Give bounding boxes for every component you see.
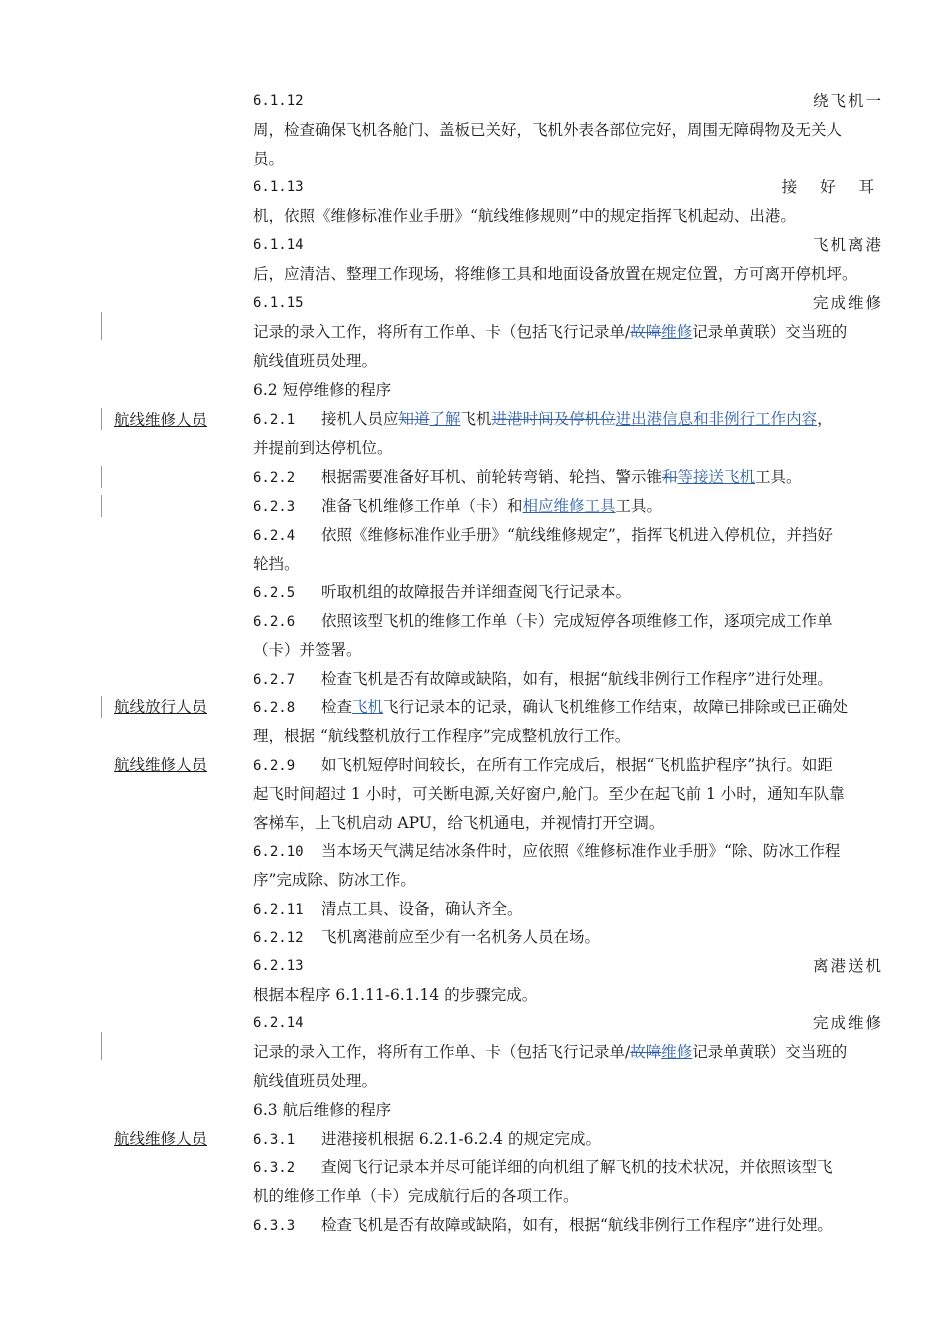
inserted-text: 等接送飞机 [677,468,756,486]
text-run: 记录单黄联）交当班的 [692,323,848,341]
clause-number: 6.1.14 [253,237,304,253]
text-line: 航线值班员处理。 [253,1072,378,1090]
clause-line [253,665,883,694]
clause-line [253,289,883,318]
clause-number: 6.3.1 [253,1132,296,1148]
clause-number: 6.2.8 [253,700,296,716]
text-run: 如飞机短停时间较长，在所有工作完成后，根据“飞机监护程序”执行。如距 [321,756,833,774]
text-run: 记录的录入工作，将所有工作单、卡（包括飞行记录单/ [253,1043,631,1061]
clause-number: 6.2.11 [253,902,304,918]
clause-line [253,173,883,202]
clause-number: 6.3.3 [253,1218,296,1234]
deleted-text: 知道 [398,410,430,428]
clause-number: 6.2.4 [253,528,296,544]
clause-line [253,952,883,981]
clause-number: 6.2.5 [253,585,296,601]
revision-bar [101,312,102,340]
text-line: 轮挡。 [253,555,300,573]
text-run: 记录的录入工作，将所有工作单、卡（包括飞行记录单/ [253,323,631,341]
clause-line [253,607,883,636]
text-line: 理，根据 “航线整机放行工作程序”完成整机放行工作。 [253,727,631,745]
text-run: 依照《维修标准作业手册》“航线维修规定”，指挥飞机进入停机位，并挡好 [321,526,833,544]
clause-number: 6.2.13 [253,958,304,974]
text-run: 工具。 [615,497,663,515]
text-run: 检查 [321,698,353,716]
deleted-text: 和 [662,468,678,486]
text-run: 记录单黄联）交当班的 [692,1043,848,1061]
clause-line [253,87,883,116]
inserted-text: 进出港信息和非例行工作内容 [615,410,818,428]
text-run: 准备飞机维修工作单（卡）和 [321,497,523,515]
deleted-text: 进港时间及停机位 [491,410,616,428]
text-line: 机，依照《维修标准作业手册》“航线维修规则”中的规定指挥飞机起动、出港。 [253,207,796,225]
text-line [253,1038,883,1067]
clause-number: 6.1.15 [253,295,304,311]
text-line [253,318,883,347]
revision-bar [101,1032,102,1060]
clause-line [253,492,883,521]
clause-number: 6.2.1 [253,412,296,428]
text-line: 机的维修工作单（卡）完成航行后的各项工作。 [253,1187,579,1205]
clause-text: 完成维修 [812,294,883,312]
clause-text: 飞机离港 [812,236,883,254]
clause-text: 绕飞机一 [812,92,883,110]
text-run: 检查飞机是否有故障或缺陷，如有，根据“航线非例行工作程序”进行处理。 [321,670,833,688]
clause-number: 6.2.2 [253,470,296,486]
text-run: 依照该型飞机的维修工作单（卡）完成短停各项维修工作，逐项完成工作单 [321,612,833,630]
clause-number: 6.3.2 [253,1160,296,1176]
inserted-text: 飞机 [352,698,384,716]
text-run: 根据需要准备好耳机、前轮转弯销、轮挡、警示锥 [321,468,663,486]
role-label: 航线维修人员 [114,1130,208,1148]
clause-number: 6.2.12 [253,930,304,946]
text-run: 接机人员应 [321,410,399,428]
clause-number: 6.2.9 [253,758,296,774]
text-line: 航线值班员处理。 [253,352,378,370]
text-run: 飞机 [460,410,492,428]
clause-line [253,895,883,924]
text-line: 根据本程序 6.1.11-6.1.14 的步骤完成。 [253,986,538,1004]
deleted-text: 故障 [630,1043,662,1061]
text-line: 并提前到达停机位。 [253,439,393,457]
revision-bar [101,696,102,718]
clause-line [253,1153,883,1182]
text-run: 清点工具、设备，确认齐全。 [321,900,523,918]
text-line: 员。 [253,150,285,168]
clause-text: 接 好 耳 [781,178,883,196]
clause-number: 6.1.12 [253,93,304,109]
text-line: 序”完成除、防冰工作。 [253,871,416,889]
revision-bar [101,495,102,517]
clause-line [253,1009,883,1038]
clause-line [253,693,883,722]
text-run: 听取机组的故障报告并详细查阅飞行记录本。 [321,583,632,601]
clause-line [253,751,883,780]
deleted-text: 故障 [630,323,662,341]
clause-number: 6.2.3 [253,499,296,515]
text-line: （卡）并签署。 [253,641,362,659]
text-line: 后，应清洁、整理工作现场，将维修工具和地面设备放置在规定位置，方可离开停机坪。 [253,265,858,283]
clause-number: 6.2.6 [253,614,296,630]
clause-line [253,231,883,260]
clause-line [253,578,883,607]
text-run: 当本场天气满足结冰条件时，应依照《维修标准作业手册》“除、防冰工作程 [321,842,841,860]
section-heading: 6.2 短停维修的程序 [253,381,392,399]
text-run: ， [817,410,833,428]
text-line: 周，检查确保飞机各舱门、盖板已关好，飞机外表各部位完好，周围无障碍物及无关人 [253,121,843,139]
section-heading: 6.3 航后维修的程序 [253,1101,392,1119]
role-label: 航线维修人员 [114,756,208,774]
clause-line [253,405,883,434]
clause-line [253,837,883,866]
text-run: 飞机离港前应至少有一名机务人员在场。 [321,928,601,946]
inserted-text: 了解 [429,410,461,428]
clause-number: 6.2.10 [253,844,304,860]
clause-line [253,1211,883,1240]
clause-line [253,463,883,492]
role-label: 航线放行人员 [114,698,208,716]
role-label: 航线维修人员 [114,411,208,429]
revision-bar [101,466,102,488]
inserted-text: 维修 [661,1043,693,1061]
revision-bar [101,408,102,430]
text-line: 起飞时间超过 1 小时，可关断电源,关好窗户,舱门。至少在起飞前 1 小时，通知车队靠 [253,785,845,803]
text-run: 查阅飞行记录本并尽可能详细的向机组了解飞机的技术状况，并依照该型飞 [321,1158,833,1176]
inserted-text: 相应维修工具 [522,497,616,515]
clause-number: 6.2.14 [253,1015,304,1031]
clause-text: 离港送机 [812,957,883,975]
text-line: 客梯车，上飞机启动 APU，给飞机通电，并视情打开空调。 [253,814,665,832]
text-run: 飞行记录本的记录，确认飞机维修工作结束，故障已排除或已正确处 [383,698,849,716]
clause-line [253,521,883,550]
text-run: 工具。 [755,468,802,486]
inserted-text: 维修 [661,323,693,341]
clause-line [253,1125,883,1154]
clause-line [253,923,883,952]
clause-number: 6.2.7 [253,672,296,688]
text-run: 检查飞机是否有故障或缺陷，如有，根据“航线非例行工作程序”进行处理。 [321,1216,833,1234]
clause-number: 6.1.13 [253,179,304,195]
clause-text: 完成维修 [812,1014,883,1032]
text-run: 进港接机根据 6.2.1-6.2.4 的规定完成。 [321,1130,601,1148]
